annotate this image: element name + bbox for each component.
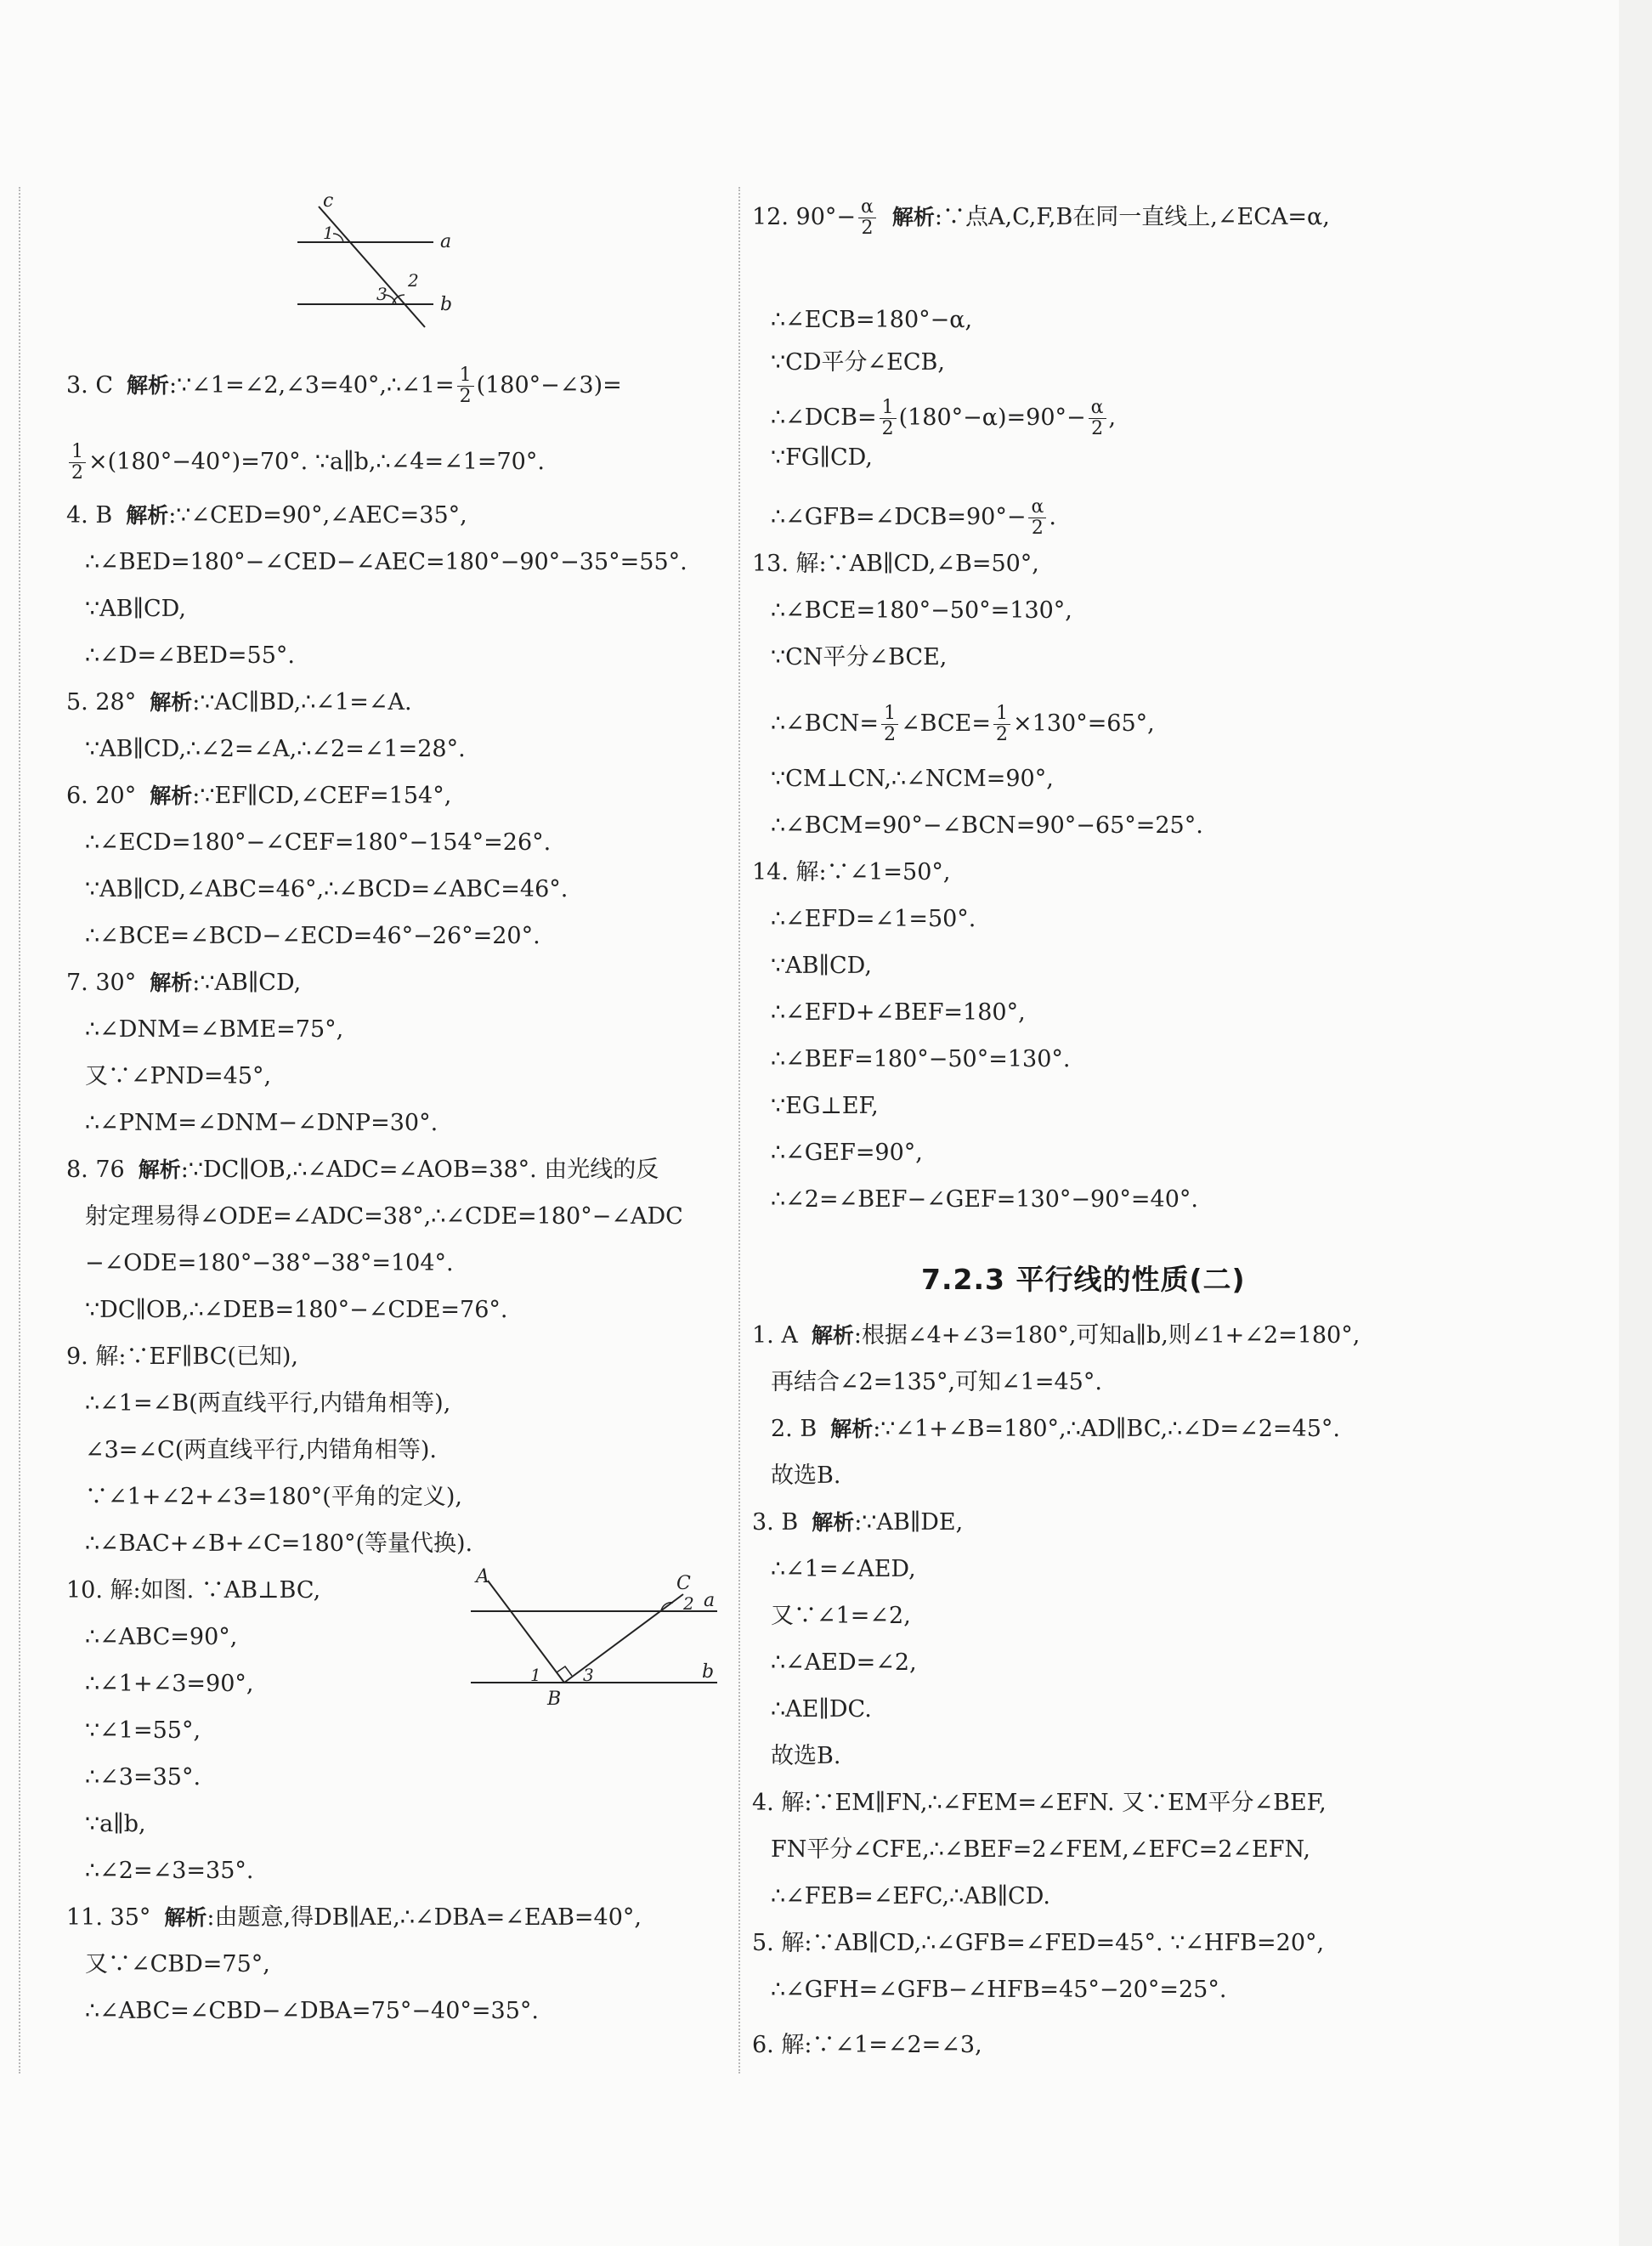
fraction-denominator: 2 (861, 218, 874, 239)
answer-line (771, 1647, 917, 1679)
answer-text: ∴∠ECB=180°−α, (771, 307, 973, 333)
answer-line (85, 1014, 343, 1046)
answer-text: 又∵∠PND=45°, (85, 1063, 272, 1089)
answer-text: ∵FG∥CD, (771, 444, 873, 471)
answer-text: ∴∠BCM=90°−∠BCN=90°−65°=25°. (771, 812, 1203, 839)
answer-text: 射定理易得∠ODE=∠ADC=38°,∴∠CDE=180°−∠ADC (85, 1203, 683, 1230)
answer-text: ∴∠EFD=∠1=50°. (771, 906, 976, 932)
question-number: 13. 解 (752, 551, 819, 577)
answer-line (85, 1294, 508, 1327)
answer-line (752, 197, 1330, 239)
answer-line (66, 1575, 320, 1607)
answer-text: ∵∠1=55°, (85, 1717, 201, 1744)
answer-text: :如图. ∵AB⊥BC, (133, 1577, 321, 1604)
answer-line (771, 1044, 1070, 1076)
answer-line (771, 704, 1155, 745)
answer-text: :∵EF∥CD,∠CEF=154°, (192, 783, 452, 809)
answer-line (771, 1834, 1310, 1866)
fraction-numerator: 1 (881, 704, 898, 725)
answer-line (752, 1927, 1324, 1960)
answer-line (66, 1341, 298, 1373)
answer-text: . (1049, 504, 1056, 530)
answer-text: (180°−α)=90°− (898, 405, 1086, 431)
answer-text: :根据∠4+∠3=180°,可知a∥b,则∠1+∠2=180°, (853, 1322, 1361, 1349)
answer-text: :∵∠1=∠2=∠3, (804, 2032, 982, 2058)
answer-line (66, 442, 545, 484)
answer-line (85, 593, 186, 625)
answer-text: ∴∠BED=180°−∠CED−∠AEC=180°−90°−35°=55°. (85, 549, 687, 575)
question-number: 1. A (752, 1322, 798, 1349)
fig1-label-a: a (440, 231, 452, 252)
fraction-denominator: 2 (881, 418, 894, 439)
answer-text: ∴∠GFB=∠DCB=90°− (771, 504, 1027, 530)
answer-text: ∴AE∥DC. (771, 1696, 872, 1723)
fraction (993, 704, 1010, 745)
answer-line (771, 763, 1054, 795)
answer-line (85, 1061, 271, 1093)
answer-line (85, 1668, 253, 1700)
answer-line (771, 1740, 840, 1773)
question-number: 12. 90°− (752, 204, 857, 230)
answer-text: ∴∠2=∠3=35°. (85, 1858, 254, 1884)
answer-text: FN平分∠CFE,∴∠BEF=2∠FEM,∠EFC=2∠EFN, (771, 1836, 1310, 1863)
fraction-denominator: 2 (1031, 518, 1044, 539)
answer-line (771, 642, 947, 674)
section-title: 7.2.3 平行线的性质(二) (921, 1263, 1246, 1296)
analysis-keyword: 解析 (812, 1510, 855, 1535)
question-number: 9. 解 (66, 1344, 119, 1370)
answer-text: ∴∠ABC=90°, (85, 1624, 238, 1650)
answer-line (85, 1855, 253, 1887)
answer-line (771, 1600, 911, 1632)
answer-line (85, 1528, 472, 1560)
analysis-keyword: 解析 (150, 970, 193, 995)
fig1-label-3: 3 (376, 284, 388, 304)
fraction (69, 442, 86, 484)
answer-line (85, 1808, 146, 1841)
answer-text: ×130°=65°, (1013, 710, 1155, 737)
answer-line (771, 304, 972, 337)
fraction-numerator: 1 (69, 442, 86, 463)
answer-line (85, 874, 568, 906)
fraction (1089, 398, 1106, 439)
answer-text: ∴∠PNM=∠DNM−∠DNP=30°. (85, 1110, 438, 1136)
answer-line (85, 827, 551, 859)
answer-text: ∵CD平分∠ECB, (771, 349, 945, 376)
analysis-keyword: 解析 (126, 503, 169, 528)
question-number: 2. B (771, 1416, 818, 1442)
answer-text: ∵AB∥CD, (771, 953, 872, 979)
fraction-denominator: 2 (71, 462, 83, 484)
analysis-keyword: 解析 (138, 1157, 181, 1182)
answer-line (771, 1366, 1102, 1399)
answer-text: 又∵∠CBD=75°, (85, 1951, 270, 1977)
answer-text: (180°−∠3)= (476, 372, 622, 399)
answer-text: ∵CN平分∠BCE, (771, 644, 948, 670)
fraction (880, 398, 897, 439)
answer-text: :∵∠CED=90°,∠AEC=35°, (168, 502, 467, 529)
answer-text: ∴∠BCN= (771, 710, 880, 737)
analysis-keyword: 解析 (811, 1323, 854, 1348)
answer-text: :∵AB∥CD,∴∠GFB=∠FED=45°. ∵∠HFB=20°, (804, 1930, 1325, 1956)
answer-line (752, 1787, 1327, 1819)
answer-text: ∴∠BCE=∠BCD−∠ECD=46°−26°=20°. (85, 923, 540, 949)
answer-text: ∵a∥b, (85, 1811, 146, 1837)
answer-text: ∴∠1=∠B(两直线平行,内错角相等), (85, 1390, 451, 1417)
answer-line (771, 442, 873, 474)
fraction (858, 197, 876, 239)
answer-line (85, 640, 295, 672)
answer-line (85, 1247, 454, 1280)
fraction-denominator: 2 (1091, 418, 1104, 439)
analysis-keyword: 解析 (150, 784, 193, 808)
fig2-label-C: C (676, 1573, 691, 1594)
analysis-keyword: 解析 (127, 373, 170, 398)
fig1-label-1: 1 (323, 223, 334, 243)
answer-text: ∴∠AED=∠2, (771, 1649, 917, 1676)
answer-text: ∵EG⊥EF, (771, 1093, 879, 1119)
fig2-label-A: A (476, 1566, 489, 1587)
fraction-numerator: α (858, 197, 876, 218)
answer-line (85, 1388, 450, 1420)
question-number: 7. 30° (66, 970, 137, 996)
answer-text: ∴∠ABC=∠CBD−∠DBA=75°−40°=35°. (85, 1998, 539, 2024)
fig1-label-c: c (323, 191, 334, 212)
question-number: 5. 28° (66, 689, 137, 716)
answer-text: :∵点A,C,F,B在同一直线上,∠ECA=α, (934, 204, 1330, 230)
question-number: 5. 解 (752, 1930, 805, 1956)
left-margin-divider (19, 187, 20, 2073)
question-number: 3. B (752, 1509, 799, 1536)
fraction-numerator: 1 (993, 704, 1010, 725)
fig2-label-B: B (547, 1689, 562, 1710)
analysis-keyword: 解析 (164, 1905, 207, 1930)
answer-line (85, 1621, 237, 1654)
question-number: 6. 解 (752, 2032, 805, 2058)
answer-text: ∴∠ECD=180°−∠CEF=180°−154°=26°. (85, 829, 552, 856)
fig1-label-2: 2 (408, 270, 419, 291)
fraction-denominator: 2 (884, 724, 897, 745)
fig1-label-b: b (440, 294, 453, 315)
answer-text: ∵CM⊥CN,∴∠NCM=90°, (771, 766, 1054, 792)
page-edge-shade (1619, 0, 1652, 2246)
question-number: 3. C (66, 372, 114, 399)
answer-line (771, 1694, 872, 1726)
fig2-label-a: a (704, 1590, 716, 1611)
answer-line (66, 967, 301, 999)
analysis-keyword: 解析 (891, 205, 935, 229)
answer-line (66, 500, 467, 532)
figure-right-angle (466, 1562, 729, 1715)
fraction-numerator: α (1089, 398, 1106, 419)
answer-text: ∴∠1+∠3=90°, (85, 1671, 254, 1697)
answer-line (771, 497, 1056, 539)
fig2-label-2: 2 (683, 1593, 694, 1614)
answer-text: ∴∠FEB=∠EFC,∴AB∥CD. (771, 1883, 1050, 1909)
answer-line (752, 2029, 982, 2062)
answer-text: ∵AB∥CD,∴∠2=∠A,∴∠2=∠1=28°. (85, 736, 466, 762)
answer-line (66, 1154, 659, 1186)
answer-text: ∴∠3=35°. (85, 1764, 201, 1791)
question-number: 14. 解 (752, 859, 819, 885)
answer-text: :∵EF∥BC(已知), (118, 1344, 299, 1370)
answer-line (85, 1107, 438, 1140)
answer-line (771, 810, 1203, 842)
fraction-numerator: 1 (880, 398, 897, 419)
answer-text: ∴∠BAC+∠B+∠C=180°(等量代换). (85, 1530, 473, 1557)
answer-line (771, 347, 945, 379)
answer-line (66, 1902, 642, 1934)
answer-line (85, 1995, 539, 2028)
answer-text: 再结合∠2=135°,可知∠1=45°. (771, 1369, 1102, 1395)
answer-line (85, 1949, 270, 1981)
answer-text: ∴∠BEF=180°−50°=130°. (771, 1046, 1071, 1072)
answer-text: ∴∠GEF=90°, (771, 1140, 923, 1166)
answer-text: ∴∠DCB= (771, 405, 877, 431)
answer-line (771, 1090, 879, 1123)
answer-text: 故选B. (771, 1743, 841, 1769)
answer-line (85, 920, 540, 953)
answer-text: ∠3=∠C(两直线平行,内错角相等). (85, 1437, 437, 1463)
answer-text: −∠ODE=180°−38°−38°=104°. (85, 1250, 454, 1276)
answer-line (85, 1481, 462, 1513)
answer-text: :∵∠1+∠B=180°,∴AD∥BC,∴∠D=∠2=45°. (873, 1416, 1340, 1442)
answer-text: ∵AB∥CD,∠ABC=46°,∴∠BCD=∠ABC=46°. (85, 876, 569, 902)
answer-line (771, 1413, 1340, 1445)
answer-line (66, 780, 451, 812)
fraction-numerator: α (1028, 497, 1046, 518)
answer-line (752, 1320, 1360, 1352)
figure-parallel-lines-1 (289, 191, 459, 336)
fraction-denominator: 2 (996, 724, 1009, 745)
fraction (1028, 497, 1046, 539)
answer-line (771, 903, 976, 936)
answer-line (771, 1974, 1226, 2006)
fig2-label-b: b (702, 1661, 715, 1683)
answer-line (85, 546, 687, 579)
answer-text: :∵∠1=∠2,∠3=40°,∴∠1= (169, 372, 455, 399)
answer-text: ∴∠BCE=180°−50°=130°, (771, 597, 1072, 624)
answer-text: ∴∠DNM=∠BME=75°, (85, 1016, 344, 1043)
answer-line (752, 548, 1039, 580)
answer-line (85, 733, 466, 766)
fraction-denominator: 2 (459, 386, 472, 407)
answer-text: :∵∠1=50°, (818, 859, 951, 885)
answer-text: ∠BCE= (901, 710, 992, 737)
answer-text: ∵∠1+∠2+∠3=180°(平角的定义), (85, 1484, 462, 1510)
answer-text: ∴∠GFH=∠GFB−∠HFB=45°−20°=25°. (771, 1977, 1227, 2003)
answer-line (771, 997, 1026, 1029)
answer-text: ∵AB∥CD, (85, 596, 186, 622)
answer-text: :∵AC∥BD,∴∠1=∠A. (192, 689, 412, 716)
fraction (881, 704, 898, 745)
fig2-label-1: 1 (530, 1665, 541, 1685)
answer-line (85, 1715, 201, 1747)
answer-line (85, 1762, 201, 1794)
fraction-numerator: 1 (457, 365, 474, 387)
fig2-label-3: 3 (583, 1665, 594, 1685)
fraction (457, 365, 474, 407)
answer-line (771, 595, 1072, 627)
analysis-keyword: 解析 (830, 1417, 874, 1441)
answer-line (85, 1434, 437, 1467)
answer-line (771, 398, 1116, 439)
answer-text: :由题意,得DB∥AE,∴∠DBA=∠EAB=40°, (206, 1904, 642, 1931)
answer-line (771, 1553, 916, 1586)
question-number: 11. 35° (66, 1904, 151, 1931)
answer-line (752, 857, 951, 889)
answer-text: :∵AB∥DE, (854, 1509, 964, 1536)
answer-line (66, 365, 622, 407)
answer-text: :∵DC∥OB,∴∠ADC=∠AOB=38°. 由光线的反 (180, 1157, 659, 1183)
answer-text: ∵DC∥OB,∴∠DEB=180°−∠CDE=76°. (85, 1297, 508, 1323)
answer-text: :∵AB∥CD,∠B=50°, (818, 551, 1039, 577)
answer-text: ∴∠1=∠AED, (771, 1556, 916, 1582)
answer-line (66, 687, 412, 719)
question-number: 4. B (66, 502, 113, 529)
answer-text: , (1108, 405, 1117, 431)
answer-line (771, 950, 872, 982)
question-number: 10. 解 (66, 1577, 133, 1604)
answer-line (771, 1881, 1050, 1913)
answer-line (771, 1460, 840, 1492)
answer-text: ×(180°−40°)=70°. ∵a∥b,∴∠4=∠1=70°. (88, 449, 545, 475)
question-number: 6. 20° (66, 783, 137, 809)
answer-line (752, 1507, 963, 1539)
answer-text: ∴∠2=∠BEF−∠GEF=130°−90°=40°. (771, 1186, 1198, 1213)
answer-text: ∴∠D=∠BED=55°. (85, 642, 295, 669)
answer-text: 故选B. (771, 1462, 841, 1489)
column-divider (738, 187, 740, 2073)
answer-text: 又∵∠1=∠2, (771, 1603, 911, 1629)
question-number: 8. 76 (66, 1157, 125, 1183)
answer-line (771, 1184, 1198, 1216)
answer-text: :∵AB∥CD, (192, 970, 302, 996)
answer-text: :∵EM∥FN,∴∠FEM=∠EFN. 又∵EM平分∠BEF, (804, 1790, 1327, 1816)
answer-text: ∴∠EFD+∠BEF=180°, (771, 999, 1026, 1026)
answer-line (85, 1201, 683, 1233)
answer-line (771, 1137, 923, 1169)
analysis-keyword: 解析 (150, 690, 193, 715)
question-number: 4. 解 (752, 1790, 805, 1816)
